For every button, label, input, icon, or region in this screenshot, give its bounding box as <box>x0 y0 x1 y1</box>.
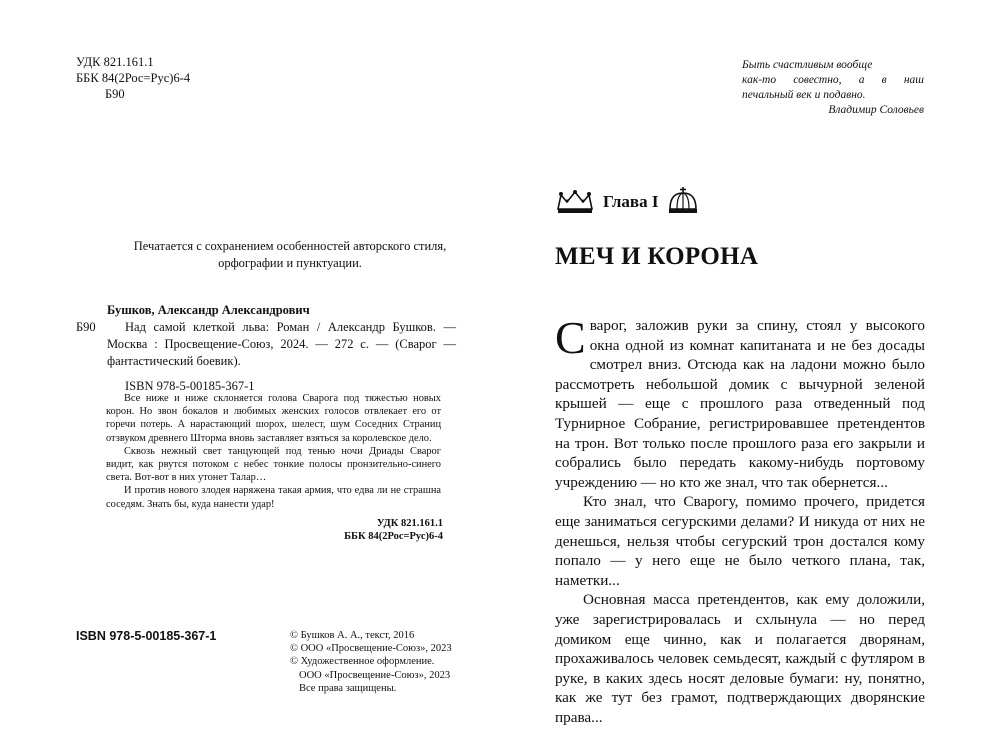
isbn-bottom: ISBN 978-5-00185-367-1 <box>76 629 217 643</box>
chapter-body <box>555 312 925 727</box>
bbk-line: ББК 84(2Рос=Рус)6-4 <box>76 71 191 85</box>
printed-note-line: Печатается с сохранением особенностей авторского стиля, <box>133 239 447 253</box>
copyright-line: © Бушков А. А., текст, 2016 <box>290 630 415 641</box>
crown-icon <box>555 189 595 215</box>
udk-line: УДК 821.161.1 <box>76 55 154 69</box>
annotation-paragraph: Сквозь нежный свет танцующей под тенью ночи Дриады Сварог видит, как рвутся потоком с небес тонкие полосы пронзительно-синего света. Вот-вот в них утонет Талар… <box>106 445 441 484</box>
annotation <box>106 392 441 511</box>
body-paragraph: Кто знал, что Сварогу, помимо прочего, придется еще заниматься сегурскими делами? И никуда от них не денешься, нельзя чтобы сегурский трон достался кому попало — у него еще не было четкого плана, так, наметки... <box>555 493 925 589</box>
chapter-label: Глава I <box>603 192 659 211</box>
epigraph-line: как-то совестно, а в наш <box>742 74 924 86</box>
epigraph-line: Быть счастливым вообще <box>742 59 873 71</box>
chapter-heading <box>555 182 700 222</box>
printed-note <box>80 238 500 272</box>
bbk-small-line: ББК 84(2Рос=Рус)6-4 <box>344 531 443 542</box>
udk-small-line: УДК 821.161.1 <box>376 518 443 529</box>
drop-cap: С <box>555 312 586 363</box>
chapter-title: МЕЧ И КОРОНА <box>555 243 759 270</box>
copyright-line: © Художественное оформление. <box>290 656 435 668</box>
author-sign-line: Б90 <box>105 87 125 101</box>
printed-note-line: орфографии и пунктуации. <box>218 256 362 270</box>
bibliographic-record <box>76 302 456 395</box>
epigraph-line: печальный век и подавно. <box>742 89 866 101</box>
annotation-paragraph: И против нового злодея наряжена такая армия, что едва ли не страшна соседям. Знать бы, куда нанести удар! <box>106 485 441 510</box>
body-paragraph: Основная масса претендентов, как ему доложили, уже зарегистрировалась и схлынула — но перед домиком еще чинно, как и полагается дворянам, прохаживалось человек семьдесят, каждый с футляром в руке, в каких здесь носят деловые бумаги: ну, понятно, как же тут без грамот, подтверждающих дворянские права... <box>555 591 925 726</box>
copyright-block <box>290 629 490 695</box>
copyright-line: © ООО «Просвещение-Союз», 2023 <box>290 643 452 655</box>
bib-description: Над самой клеткой льва: Роман / Александр Бушков. — Москва : Просвещение-Союз, 2024. — 272 с. — (Сварог — фантастический боевик). <box>107 320 456 368</box>
udk-small-block <box>300 517 443 543</box>
epigraph-author: Владимир Соловьев <box>828 104 924 116</box>
epigraph <box>742 58 924 118</box>
udk-block <box>76 54 190 102</box>
body-paragraph <box>555 312 925 492</box>
paragraph-text: варог, заложив руки за спину, стоял у высокого окна одной из комнат капитаната и не без досады смотрел вниз. Отсюда как на ладони можно было рассмотреть небольшой домик с вычурной зеленой крышей — еще с прошлого раза отведенный под Турнирное Собрание, регистрировавшее претендентов на трон. Вот только после прошлого раза его закрыли и собрались было передать какому-нибудь портовому учреждению — но кто же знал, что так обернется... <box>555 317 925 491</box>
isbn-inline: ISBN 978-5-00185-367-1 <box>125 379 255 393</box>
copyright-line: ООО «Просвещение-Союз», 2023 <box>299 669 451 681</box>
author-name: Бушков, Александр Александрович <box>107 303 310 317</box>
annotation-paragraph: Все ниже и ниже склоняется голова Сварога под тяжестью новых корон. Но звон бокалов и любимых женских голосов отвлекает его от горечи потерь. А нарастающий шорох, шелест, шум Соседних Страниц отзвуком древнего Шторма вновь заставляет взяться за королевское дело. <box>106 393 441 444</box>
copyright-line: Все права защищены. <box>299 682 397 694</box>
crown-icon <box>666 187 700 217</box>
bib-code: Б90 <box>76 320 96 334</box>
